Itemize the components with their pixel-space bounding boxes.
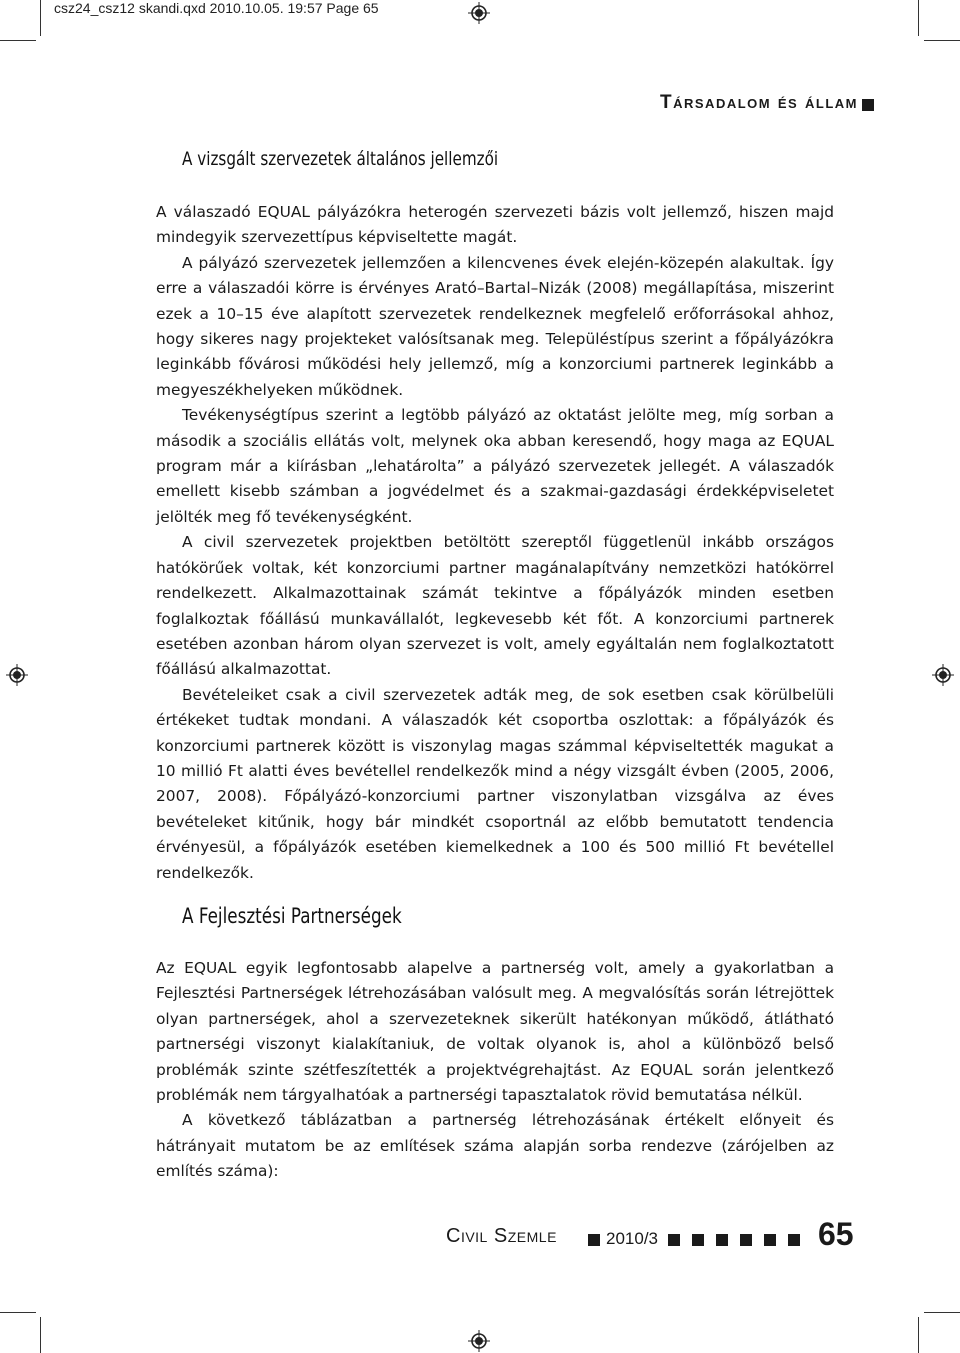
crop-mark (0, 40, 36, 41)
square-bullet-icon (588, 1234, 600, 1246)
section-body (156, 200, 834, 886)
crop-mark (918, 0, 919, 36)
registration-mark-icon (468, 2, 490, 24)
paragraph: Az EQUAL egyik legfontosabb alapelve a partnerség volt, amely a gyakorlatban a Fejlesztési Partnerségek létrehozásában valósult meg. A megvalósítás során létrejöttek olyan partnerségek, ahol a szervezeteknek sikerült hatékonyan működő, átlátható partnerségi viszonyt kialakítaniuk, de voltak olyanok is, ahol a különböző belső problémák szinte szétfeszítették a projektvégrehajtást. Az EQUAL során jelentkező problémák nem tárgyalhatóak a partnerségi tapasztalatok rövid bemutatása nélkül. (156, 959, 834, 1105)
paragraph: A válaszadó EQUAL pályázókra heterogén szervezeti bázis volt jellemző, hiszen majd mindegyik szervezettípus képviseltette magát. (156, 203, 834, 247)
section-body (156, 956, 834, 1185)
registration-mark-icon (932, 664, 954, 686)
crop-mark (0, 1312, 36, 1313)
section-heading: A vizsgált szervezetek általános jellemzői (182, 148, 499, 170)
square-bullet-icon (862, 99, 874, 111)
section-heading: A Fejlesztési Partnerségek (182, 904, 402, 928)
crop-mark (924, 40, 960, 41)
crop-mark (40, 1317, 41, 1353)
square-bullet-icon (668, 1234, 680, 1246)
journal-name: Civil Szemle (446, 1225, 557, 1247)
section-label: Társadalom és állam (660, 92, 858, 113)
paragraph: Tevékenységtípus szerint a legtöbb pályázó az oktatást jelölte meg, míg sorban a második a szociális ellátás volt, melynek oka abban keresendő, hogy maga az EQUAL program már a kiírásban „lehatárolta” a pályázó szervezetek jellegét. A válaszadók emellett kisebb számban a jogvédelmet és a szakmai-gazdasági érdekképviseletet jelölték meg fő tevékenységként. (156, 406, 834, 526)
crop-mark (918, 1317, 919, 1353)
crop-mark (924, 1312, 960, 1313)
page-number: 65 (818, 1216, 854, 1252)
square-bullet-icon (692, 1234, 704, 1246)
square-bullet-icon (740, 1234, 752, 1246)
square-bullet-icon (764, 1234, 776, 1246)
square-bullet-icon (716, 1234, 728, 1246)
print-slug: csz24_csz12 skandi.qxd 2010.10.05. 19:57 Page 65 (54, 0, 379, 16)
paragraph: A pályázó szervezetek jellemzően a kilencvenes évek elején-közepén alakultak. Így erre a válaszadói körre is érvényes Arató–Bartal–Nizák (2008) megállapítása, miszerint ezek a 10–15 éve alapított szervezetek rendelkeznek megfelelő erőforrásokal ahhoz, hogy sikeres nagy projekteket valósítsanak meg. Településtípus szerint a főpályázókra leginkább fővárosi működési hely jellemző, míg a konzorciumi partnerek leginkább a megyeszékhelyeken működnek. (156, 253, 834, 399)
issue-number: 2010/3 (606, 1229, 658, 1248)
crop-mark (40, 0, 41, 36)
paragraph: A civil szervezetek projektben betöltött szereptől függetlenül inkább országos hatókörűek voltak, két konzorciumi partner magánalapítvány nemzetközi hatókörrel rendelkezett. Alkalmazottainak számát tekintve a főpályázók minden esetben foglalkoztak főállású munkavállalót, legkevesebb két főt. A konzorciumi partnerek esetében azonban három olyan szervezet is volt, amely egyáltalán nem foglalkoztatott főállású alkalmazottat. (156, 533, 834, 679)
registration-mark-icon (468, 1330, 490, 1352)
square-bullet-icon (788, 1234, 800, 1246)
paragraph: Bevételeiket csak a civil szervezetek adták meg, de sok esetben csak körülbelüli értékeket tudtak mondani. A válaszadók két csoportba oszlottak: a főpályázók és konzorciumi partnerek között is viszonylag magas számmal képviseltették magukat a 10 millió Ft alatti éves bevétellel rendelkezők mind a négy vizsgált évben (2005, 2006, 2007, 2008). Főpályázó-konzorciumi partner viszonylatban vizsgálva az éves bevételeket kitűnik, hogy bár mindkét csoportnál az előbb bemutatott tendencia érvényesül, a főpályázók esetében kiemelkednek a 100 és 500 millió Ft bevétellel rendelkezők. (156, 685, 834, 882)
registration-mark-icon (6, 664, 28, 686)
paragraph: A következő táblázatban a partnerség létrehozásának értékelt előnyeit és hátrányait mutatom be az említések száma alapján sorba rendezve (zárójelben az említés száma): (156, 1111, 834, 1181)
